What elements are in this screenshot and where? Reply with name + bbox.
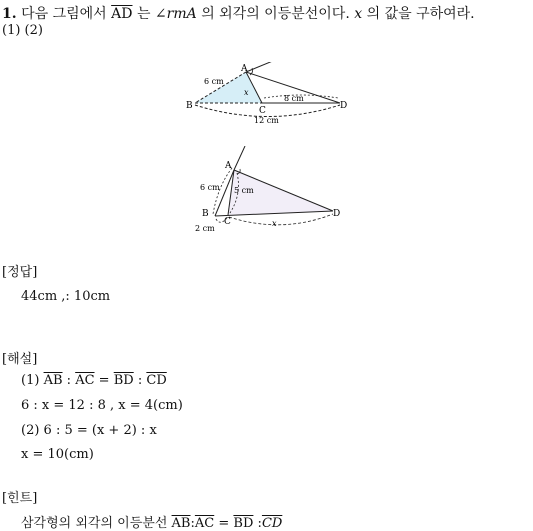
solution-header: [해설] [2, 352, 38, 367]
solution-line-3: (2) 6 : 5 = (x + 2) : x [21, 423, 157, 438]
figure2-bisector-line [234, 146, 245, 170]
solution-l1-cd: $\overline{CD}$ [146, 373, 167, 388]
figure2-label-a: A [225, 161, 232, 171]
figure1-len-ab: 6 cm [204, 77, 224, 86]
question-text-before: 다음 그림에서 [21, 6, 107, 22]
figure-2 [190, 146, 345, 238]
question-variable: x [354, 6, 363, 22]
answer-text: 44cm ,: 10cm [21, 289, 111, 304]
question-angle: ∠rmA [154, 6, 197, 22]
figure1-label-d: D [340, 101, 348, 111]
hint-header: [힌트] [2, 491, 38, 506]
solution-line-2: 6 : x = 12 : 8 , x = 4(cm) [21, 398, 183, 413]
figure1-var-x: x [244, 88, 249, 97]
question-text-end: 의 값을 구하여라. [366, 6, 475, 22]
figure2-cd-arc [229, 214, 333, 225]
figure1-label-b: B [186, 101, 193, 111]
hint-sep1: : [190, 516, 195, 531]
question-text-after: 의 외각의 이등분선이다. [201, 6, 350, 22]
figure1-len-cd: 8 cm [284, 94, 304, 103]
figure2-label-d: D [333, 209, 341, 219]
question-number: 1. [2, 6, 17, 22]
hint-ab: $\overline{AB}$ [171, 516, 191, 531]
solution-l1-eq: = [98, 373, 110, 388]
hint-prefix: 삼각형의 외각의 이등분선 [21, 516, 168, 531]
figure1-bd-arc [195, 105, 340, 117]
hint-bd: $\overline{BD}$ [233, 516, 254, 531]
figure-1 [180, 62, 355, 128]
figure2-len-ac: 5 cm [234, 186, 254, 195]
figure2-len-ab: 6 cm [200, 183, 220, 192]
figure2-label-c: C [224, 217, 231, 227]
figure2-len-bc: 2 cm [195, 224, 215, 233]
hint-cd: $\overline{CD}$ [261, 516, 283, 531]
figure2-var-x: x [272, 219, 277, 228]
solution-line-4: x = 10(cm) [21, 447, 94, 462]
sub-labels: (1) (2) [2, 23, 43, 38]
solution-l1-sep1: : [66, 373, 72, 388]
solution-l1-sep2: : [137, 373, 143, 388]
figure1-len-bd: 12 cm [254, 116, 279, 125]
answer-header: [정답] [2, 265, 38, 280]
hint-ac: $\overline{AC}$ [194, 516, 215, 531]
question-segment: $\overline{AD}$ [111, 6, 133, 22]
figure1-label-a: A [241, 64, 248, 74]
question [2, 3, 475, 23]
figure1-label-c: C [259, 106, 266, 116]
solution-l1-bd: $\overline{BD}$ [113, 373, 134, 388]
question-text-mid: 는 [136, 6, 151, 22]
hint-eq: = [218, 516, 230, 531]
hint-text [21, 512, 282, 531]
figure1-bisector-line [246, 62, 280, 72]
solution-l1-prefix: (1) [21, 373, 40, 388]
solution-l1-ac: $\overline{AC}$ [75, 373, 95, 388]
hint-sep2: : [257, 516, 262, 531]
solution-line-1 [21, 373, 167, 388]
figure2-label-b: B [202, 209, 209, 219]
solution-l1-ab: $\overline{AB}$ [43, 373, 63, 388]
